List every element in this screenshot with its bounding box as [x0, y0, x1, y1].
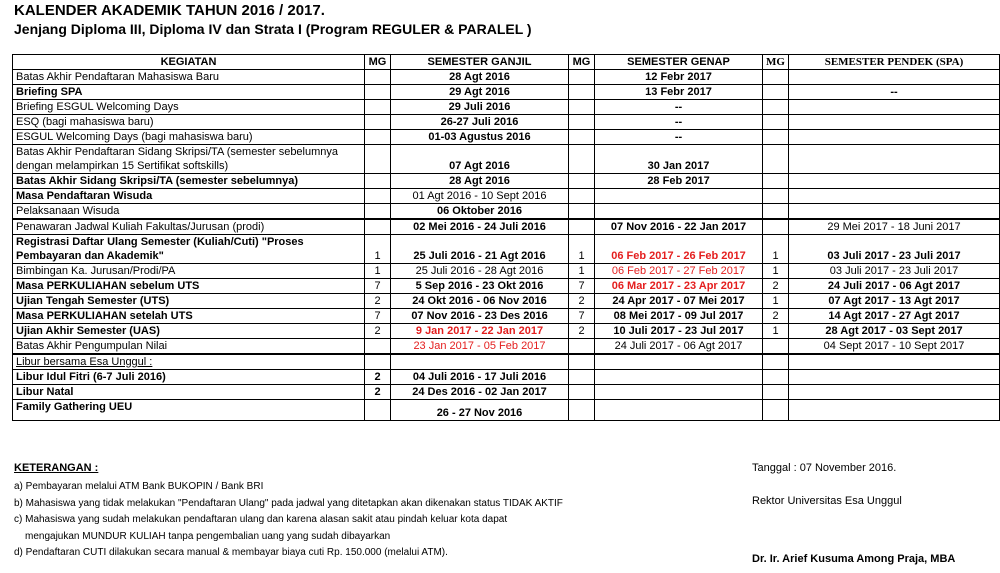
- notes-heading: KETERANGAN :: [14, 462, 99, 474]
- table-row: [13, 400, 1000, 421]
- cell-kegiatan: Bimbingan Ka. Jurusan/Prodi/PA: [13, 264, 365, 279]
- cell-mg-ganjil: [365, 204, 391, 220]
- cell-ganjil: 29 Juli 2016: [391, 100, 569, 115]
- header-semester-ganjil: SEMESTER GANJIL: [391, 55, 569, 70]
- cell-genap: 13 Febr 2017: [595, 85, 763, 100]
- cell-kegiatan: Libur Natal: [13, 385, 365, 400]
- cell-pendek: 28 Agt 2017 - 03 Sept 2017: [789, 324, 1000, 339]
- cell-mg-ganjil: 1: [365, 264, 391, 279]
- cell-pendek: [789, 115, 1000, 130]
- header-mg-pendek: MG: [763, 55, 789, 70]
- cell-mg-genap: [569, 370, 595, 385]
- cell-kegiatan: Batas Akhir Sidang Skripsi/TA (semester sebelumnya): [13, 174, 365, 189]
- cell-mg-pendek: [763, 385, 789, 400]
- cell-ganjil: 26-27 Juli 2016: [391, 115, 569, 130]
- cell-mg-genap: [569, 85, 595, 100]
- cell-ganjil: 06 Oktober 2016: [391, 204, 569, 220]
- cell-kegiatan: ESGUL Welcoming Days (bagi mahasiswa baru): [13, 130, 365, 145]
- cell-mg-genap: 2: [569, 294, 595, 309]
- cell-mg-genap: [569, 385, 595, 400]
- cell-genap: 06 Feb 2017 - 27 Feb 2017: [595, 264, 763, 279]
- table-row: [13, 385, 1000, 400]
- cell-mg-pendek: 2: [763, 279, 789, 294]
- note-item: mengajukan MUNDUR KULIAH tanpa pengembalian uang yang sudah dibayarkan: [25, 530, 391, 542]
- cell-mg-ganjil: 7: [365, 309, 391, 324]
- cell-ganjil: 23 Jan 2017 - 05 Feb 2017: [391, 339, 569, 355]
- cell-kegiatan: Registrasi Daftar Ulang Semester (Kuliah/Cuti) "Proses Pembayaran dan Akademik": [13, 235, 365, 264]
- cell-mg-ganjil: [365, 354, 391, 370]
- cell-mg-genap: [569, 115, 595, 130]
- cell-mg-pendek: [763, 354, 789, 370]
- table-row: [13, 219, 1000, 235]
- cell-genap: --: [595, 130, 763, 145]
- cell-genap: [595, 189, 763, 204]
- cell-pendek: [789, 189, 1000, 204]
- cell-genap: [595, 400, 763, 421]
- cell-genap: --: [595, 115, 763, 130]
- cell-mg-pendek: 1: [763, 294, 789, 309]
- table-header-row: [13, 55, 1000, 70]
- cell-mg-genap: 7: [569, 309, 595, 324]
- cell-kegiatan: Batas Akhir Pengumpulan Nilai: [13, 339, 365, 355]
- header-semester-pendek: SEMESTER PENDEK (SPA): [789, 55, 1000, 70]
- table-row: [13, 100, 1000, 115]
- signature-name: Dr. Ir. Arief Kusuma Among Praja, MBA: [752, 553, 956, 565]
- cell-ganjil: 26 - 27 Nov 2016: [391, 400, 569, 421]
- cell-kegiatan: Libur bersama Esa Unggul :: [13, 354, 365, 370]
- table-row: [13, 354, 1000, 370]
- cell-kegiatan: Masa Pendaftaran Wisuda: [13, 189, 365, 204]
- cell-ganjil: 28 Agt 2016: [391, 70, 569, 85]
- cell-kegiatan: Libur Idul Fitri (6-7 Juli 2016): [13, 370, 365, 385]
- cell-mg-ganjil: 7: [365, 279, 391, 294]
- header-mg-ganjil: MG: [365, 55, 391, 70]
- cell-mg-genap: [569, 100, 595, 115]
- cell-ganjil: 9 Jan 2017 - 22 Jan 2017: [391, 324, 569, 339]
- cell-mg-genap: 1: [569, 264, 595, 279]
- cell-mg-ganjil: [365, 115, 391, 130]
- table-row: [13, 235, 1000, 264]
- note-item: c) Mahasiswa yang sudah melakukan pendaftaran ulang dan karena alasan sakit atau pindah keluar kota dapat: [14, 514, 508, 525]
- cell-mg-genap: [569, 145, 595, 174]
- table-row: [13, 370, 1000, 385]
- cell-pendek: [789, 385, 1000, 400]
- cell-mg-pendek: [763, 174, 789, 189]
- cell-pendek: 14 Agt 2017 - 27 Agt 2017: [789, 309, 1000, 324]
- table-row: [13, 115, 1000, 130]
- cell-kegiatan: Pelaksanaan Wisuda: [13, 204, 365, 220]
- cell-genap: 07 Nov 2016 - 22 Jan 2017: [595, 219, 763, 235]
- cell-mg-ganjil: [365, 400, 391, 421]
- cell-ganjil: 28 Agt 2016: [391, 174, 569, 189]
- cell-ganjil: [391, 354, 569, 370]
- cell-kegiatan: Batas Akhir Pendaftaran Mahasiswa Baru: [13, 70, 365, 85]
- cell-mg-ganjil: 2: [365, 370, 391, 385]
- table-row: [13, 294, 1000, 309]
- cell-pendek: [789, 145, 1000, 174]
- cell-genap: 12 Febr 2017: [595, 70, 763, 85]
- notes-section: [14, 462, 563, 562]
- cell-pendek: [789, 370, 1000, 385]
- table-row: [13, 204, 1000, 220]
- cell-pendek: 29 Mei 2017 - 18 Juni 2017: [789, 219, 1000, 235]
- cell-pendek: [789, 70, 1000, 85]
- cell-mg-genap: [569, 339, 595, 355]
- cell-mg-ganjil: [365, 145, 391, 174]
- cell-genap: 24 Juli 2017 - 06 Agt 2017: [595, 339, 763, 355]
- cell-pendek: 04 Sept 2017 - 10 Sept 2017: [789, 339, 1000, 355]
- table-row: [13, 145, 1000, 174]
- table-row: [13, 264, 1000, 279]
- cell-mg-genap: [569, 204, 595, 220]
- cell-mg-ganjil: [365, 339, 391, 355]
- cell-mg-pendek: [763, 204, 789, 220]
- cell-mg-genap: [569, 354, 595, 370]
- cell-mg-ganjil: 2: [365, 294, 391, 309]
- cell-pendek: 07 Agt 2017 - 13 Agt 2017: [789, 294, 1000, 309]
- cell-pendek: [789, 100, 1000, 115]
- cell-mg-pendek: 2: [763, 309, 789, 324]
- cell-mg-ganjil: [365, 130, 391, 145]
- cell-ganjil: 25 Juli 2016 - 21 Agt 2016: [391, 235, 569, 264]
- table-row: [13, 189, 1000, 204]
- cell-genap: [595, 385, 763, 400]
- signature-date: Tanggal : 07 November 2016.: [752, 462, 897, 474]
- cell-kegiatan: Briefing ESGUL Welcoming Days: [13, 100, 365, 115]
- cell-mg-ganjil: [365, 219, 391, 235]
- cell-ganjil: 24 Des 2016 - 02 Jan 2017: [391, 385, 569, 400]
- signature-title: Rektor Universitas Esa Unggul: [752, 495, 902, 507]
- cell-ganjil: 07 Nov 2016 - 23 Des 2016: [391, 309, 569, 324]
- cell-kegiatan: Penawaran Jadwal Kuliah Fakultas/Jurusan (prodi): [13, 219, 365, 235]
- cell-mg-pendek: [763, 370, 789, 385]
- cell-mg-ganjil: [365, 70, 391, 85]
- cell-genap: 10 Juli 2017 - 23 Jul 2017: [595, 324, 763, 339]
- cell-kegiatan: Briefing SPA: [13, 85, 365, 100]
- cell-pendek: [789, 400, 1000, 421]
- cell-genap: --: [595, 100, 763, 115]
- cell-ganjil: 24 Okt 2016 - 06 Nov 2016: [391, 294, 569, 309]
- cell-ganjil: 29 Agt 2016: [391, 85, 569, 100]
- cell-mg-genap: [569, 70, 595, 85]
- note-item: d) Pendaftaran CUTI dilakukan secara manual & membayar biaya cuti Rp. 150.000 (melalui ATM).: [14, 547, 448, 558]
- cell-kegiatan: Masa PERKULIAHAN setelah UTS: [13, 309, 365, 324]
- table-row: [13, 339, 1000, 355]
- cell-pendek: [789, 174, 1000, 189]
- cell-mg-pendek: 1: [763, 264, 789, 279]
- cell-pendek: 03 Juli 2017 - 23 Juli 2017: [789, 264, 1000, 279]
- cell-mg-pendek: [763, 100, 789, 115]
- cell-genap: [595, 370, 763, 385]
- cell-mg-pendek: [763, 115, 789, 130]
- cell-kegiatan: Masa PERKULIAHAN sebelum UTS: [13, 279, 365, 294]
- cell-mg-genap: 7: [569, 279, 595, 294]
- table-row: [13, 70, 1000, 85]
- cell-mg-pendek: [763, 130, 789, 145]
- cell-ganjil: 25 Juli 2016 - 28 Agt 2016: [391, 264, 569, 279]
- cell-kegiatan: Batas Akhir Pendaftaran Sidang Skripsi/TA (semester sebelumnya dengan melampirkan 15 Sertifikat softskills): [13, 145, 365, 174]
- cell-mg-pendek: [763, 400, 789, 421]
- header-semester-genap: SEMESTER GENAP: [595, 55, 763, 70]
- cell-mg-ganjil: 2: [365, 385, 391, 400]
- cell-genap: 24 Apr 2017 - 07 Mei 2017: [595, 294, 763, 309]
- cell-mg-pendek: [763, 219, 789, 235]
- cell-pendek: 03 Juli 2017 - 23 Juli 2017: [789, 235, 1000, 264]
- cell-ganjil: 07 Agt 2016: [391, 145, 569, 174]
- cell-mg-genap: [569, 174, 595, 189]
- table-row: [13, 130, 1000, 145]
- cell-ganjil: 04 Juli 2016 - 17 Juli 2016: [391, 370, 569, 385]
- cell-mg-pendek: 1: [763, 324, 789, 339]
- academic-calendar-table: [12, 54, 1000, 421]
- cell-ganjil: 01-03 Agustus 2016: [391, 130, 569, 145]
- cell-ganjil: 5 Sep 2016 - 23 Okt 2016: [391, 279, 569, 294]
- cell-ganjil: 02 Mei 2016 - 24 Juli 2016: [391, 219, 569, 235]
- header-mg-genap: MG: [569, 55, 595, 70]
- header-kegiatan: KEGIATAN: [13, 55, 365, 70]
- cell-mg-ganjil: 1: [365, 235, 391, 264]
- cell-mg-pendek: [763, 339, 789, 355]
- cell-mg-pendek: [763, 85, 789, 100]
- cell-mg-genap: 1: [569, 235, 595, 264]
- cell-pendek: [789, 354, 1000, 370]
- cell-mg-genap: [569, 189, 595, 204]
- cell-genap: [595, 204, 763, 220]
- cell-mg-ganjil: [365, 100, 391, 115]
- cell-genap: 08 Mei 2017 - 09 Jul 2017: [595, 309, 763, 324]
- cell-mg-ganjil: [365, 85, 391, 100]
- cell-genap: [595, 354, 763, 370]
- table-row: [13, 174, 1000, 189]
- cell-pendek: [789, 204, 1000, 220]
- cell-genap: 28 Feb 2017: [595, 174, 763, 189]
- cell-mg-pendek: [763, 189, 789, 204]
- cell-pendek: [789, 130, 1000, 145]
- cell-mg-pendek: [763, 145, 789, 174]
- cell-kegiatan: Family Gathering UEU: [13, 400, 365, 421]
- table-row: [13, 85, 1000, 100]
- cell-pendek: --: [789, 85, 1000, 100]
- cell-kegiatan: Ujian Akhir Semester (UAS): [13, 324, 365, 339]
- note-item: a) Pembayaran melalui ATM Bank BUKOPIN / Bank BRI: [14, 481, 264, 492]
- note-item: b) Mahasiswa yang tidak melakukan "Pendaftaran Ulang" pada jadwal yang ditetapkan akan dikenakan status TIDAK AKTIF: [14, 497, 563, 509]
- cell-mg-ganjil: [365, 174, 391, 189]
- table-row: [13, 279, 1000, 294]
- cell-genap: 06 Feb 2017 - 26 Feb 2017: [595, 235, 763, 264]
- cell-genap: 30 Jan 2017: [595, 145, 763, 174]
- page-title: KALENDER AKADEMIK TAHUN 2016 / 2017.: [14, 2, 325, 19]
- cell-mg-genap: 2: [569, 324, 595, 339]
- cell-kegiatan: ESQ (bagi mahasiswa baru): [13, 115, 365, 130]
- page-subtitle: Jenjang Diploma III, Diploma IV dan Strata I (Program REGULER & PARALEL ): [14, 21, 532, 37]
- cell-mg-pendek: [763, 70, 789, 85]
- cell-mg-genap: [569, 400, 595, 421]
- cell-mg-genap: [569, 219, 595, 235]
- cell-ganjil: 01 Agt 2016 - 10 Sept 2016: [391, 189, 569, 204]
- cell-mg-genap: [569, 130, 595, 145]
- cell-pendek: 24 Juli 2017 - 06 Agt 2017: [789, 279, 1000, 294]
- table-row: [13, 324, 1000, 339]
- cell-mg-pendek: 1: [763, 235, 789, 264]
- cell-mg-ganjil: 2: [365, 324, 391, 339]
- table-row: [13, 309, 1000, 324]
- cell-mg-ganjil: [365, 189, 391, 204]
- cell-kegiatan: Ujian Tengah Semester (UTS): [13, 294, 365, 309]
- cell-genap: 06 Mar 2017 - 23 Apr 2017: [595, 279, 763, 294]
